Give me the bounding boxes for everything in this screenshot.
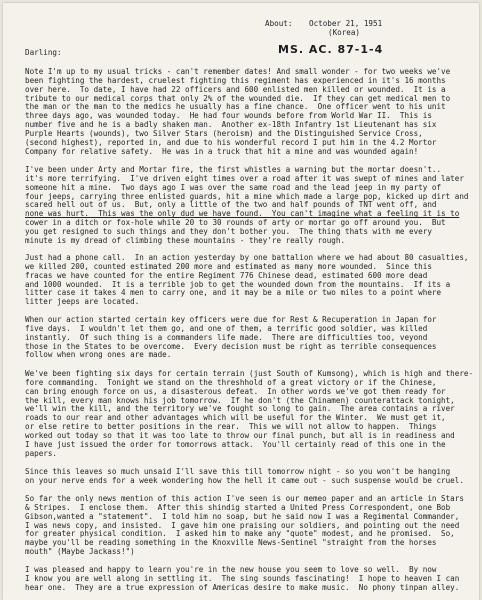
paragraph-1 xyxy=(25,68,477,156)
paragraph-7 xyxy=(25,495,477,557)
text-line: I was pleased and happy to learn you're in the new house you seem to love so well. By now xyxy=(25,565,437,574)
letter-page xyxy=(3,3,479,600)
paragraph-4 xyxy=(25,316,477,360)
text-line: We've been fighting six days for certain terrain (just South of Kumsong), which is high and there- xyxy=(25,369,474,378)
text-line: mouth" (Maybe Jackass!") xyxy=(25,547,135,557)
handwritten-archive-ref: MS. AC. 87-1-4 xyxy=(278,43,384,56)
text-line: So far the only news mention of this action I've seen is our memeo paper and an article in Stars xyxy=(25,494,464,503)
letter-date: October 21, 1951 xyxy=(309,19,383,28)
text-line: Company for relative safety. He was in a truck that hit a mine and was wounded again! xyxy=(25,146,419,156)
text-line: on your nerve ends for a week wondering how the hell it came out - such suspense would be cruel. xyxy=(25,475,464,485)
text-line: four jeeps, carrying three enlisted guards, hit a mine which made a large pop, kicked up dirt and xyxy=(25,191,469,201)
letter-location: (Korea) xyxy=(328,28,361,37)
text-line: number five and he is a badly shaken man. Another ex-18th Infantry 1st Lieutenant has six xyxy=(25,120,437,130)
text-line: we killed 200, counted estimated 200 more and estimated as many more wounded. Since this xyxy=(25,261,432,271)
paragraph-6 xyxy=(25,468,477,486)
text-line: When our action started certain key officers were due for Rest & Recuperation in Japan for xyxy=(25,315,437,324)
text-line: & Stripes. I enclose them. After this shindig started a United Press Correspondent, one Bob xyxy=(25,502,451,512)
text-line: maybe you'll be reading something in the Knoxville News-Sentinel "straight from the horses xyxy=(25,538,437,548)
text-line: tribute to our medical corps that only 2% of the wounded die. If they can get medical men to xyxy=(25,93,451,103)
text-line: those in the States to be overcome. Every decision must be right as terrible consequences xyxy=(25,341,437,351)
text-line: or else retire to better positions in the rear. This we will not allow to happen. Things xyxy=(25,422,437,432)
text-line: the kill, every man knows his job tomorrow. If he don't (the Chinamen) counterattack tonight, xyxy=(25,395,455,405)
text-line: cower in a ditch or fox-hole while 20 to 30 rounds of arty or mortar go off around you. But xyxy=(25,218,446,228)
paragraph-8 xyxy=(25,566,477,593)
text-line: litter case it takes 4 men to carry one, and it may be a mile or two miles to a point where xyxy=(25,288,442,298)
text-line: Note I'm up to my usual tricks - can't remember dates! And small wonder - for two weeks we've xyxy=(25,67,451,76)
text-line: over here. To date, I have had 22 officers and 600 enlisted men killed or wounded. It is a xyxy=(25,84,446,94)
salutation: Darling: xyxy=(25,48,62,57)
text-line: (second highest), reported in, and due to his wonderful record I put him in the 4.2 Mortor xyxy=(25,137,437,147)
text-line: for greater physical condition. I asked him to make any "quote" modest, and he promised. So, xyxy=(25,529,455,539)
text-line: roads to our rear and other advantages which will be useful for the Winter. We must get it, xyxy=(25,413,446,423)
text-line: follow when wrong ones are made. xyxy=(25,350,172,360)
text-line: litter jeeps are located. xyxy=(25,297,140,307)
text-line: none was hurt. This was the only dud we have found. You can't imagine what a feeling it is to xyxy=(25,209,460,219)
text-line: Gibson,wanted a "statement". I told him no soap, but he said now I was a Regimental Commander, xyxy=(25,511,460,521)
text-line: I have just issued the order for tomorrows attack. You'll certainly read of this one in the xyxy=(25,439,446,449)
text-line: five days. I wouldn't let them go, and one of them, a terrific good soldier, was killed xyxy=(25,323,428,333)
text-line: instantly. Of such thing is a commanders life made. There are difficulties too, veyond xyxy=(25,332,428,342)
paragraph-5 xyxy=(25,370,477,458)
text-line: hear one. They are a true expression of Americas desire to make music. No phony tinpan alley. xyxy=(25,582,460,592)
text-line: fracas we have counted for the entire Regiment 776 Chinese dead, estimated 600 more dead xyxy=(25,270,428,280)
about-label: About: xyxy=(265,19,293,28)
text-line: we'll win the kill, and the territory we've fought so long to gain. The area contains a river xyxy=(25,404,455,414)
text-line: the man or the man to the medics he usually has a fine chance. One officer went to his unit xyxy=(25,102,446,112)
text-line: I was news copy, and insisted. I gave him one praising our soldiers, and pointing out the need xyxy=(25,520,460,530)
text-line: Just had a phone call. In an action yesterday by one battalion where we had about 80 casualties, xyxy=(25,253,469,262)
text-line: and 1000 wounded. It is a terrible job to get the wounded down from the mountains. If its a xyxy=(25,279,451,289)
text-line: I know you are well along in settling it. The sing sounds fascinating! I hope to heaven I can xyxy=(25,573,460,583)
text-line: worked out today so that it was too late to throw our final punch, but all is in readiness and xyxy=(25,430,455,440)
text-line: papers. xyxy=(25,448,58,458)
text-line: scared hell out of us. But, only a little of the two and half pounds of TNT went off, and xyxy=(25,200,437,210)
text-line: three days ago, was wounded today. He had four wounds before from World War II. This is xyxy=(25,111,432,121)
text-line: I've been under Arty and Mortar fire, the first whistles a warning but the mortar doesn't.. xyxy=(25,165,442,174)
text-line: someone hit a mine. Two days ago I was over the same road and the lead jeep in my party of xyxy=(25,182,442,192)
text-line: Since this leaves so much unsaid I'll save this till tomorrow night - so you won't be hanging xyxy=(25,467,451,476)
text-line: you get resigned to such things and they don't bother you. The thing thats with me every xyxy=(25,226,432,236)
paragraph-3 xyxy=(25,254,477,307)
text-line: Purple Hearts (wounds), two Silver Stars (heroism) and the Distinguished Service Cross, xyxy=(25,128,423,138)
text-line: minute is my dread of climbing these mountains - they're really rough. xyxy=(25,235,346,245)
text-line: fore commanding. Tonight we stand on the threshhold of a great victory or if the Chinese, xyxy=(25,377,437,387)
text-line: can bring enough force on us, a disasterous defeat. In other words we've got them ready for xyxy=(25,386,446,396)
text-line: it's more terrifying. I've driven eight times over a road after it was swept of mines and later xyxy=(25,173,464,183)
text-line: been fighting the hardest, cruelest fighting this regiment has experienced in it's 16 months xyxy=(25,75,446,85)
paragraph-2 xyxy=(25,166,477,246)
